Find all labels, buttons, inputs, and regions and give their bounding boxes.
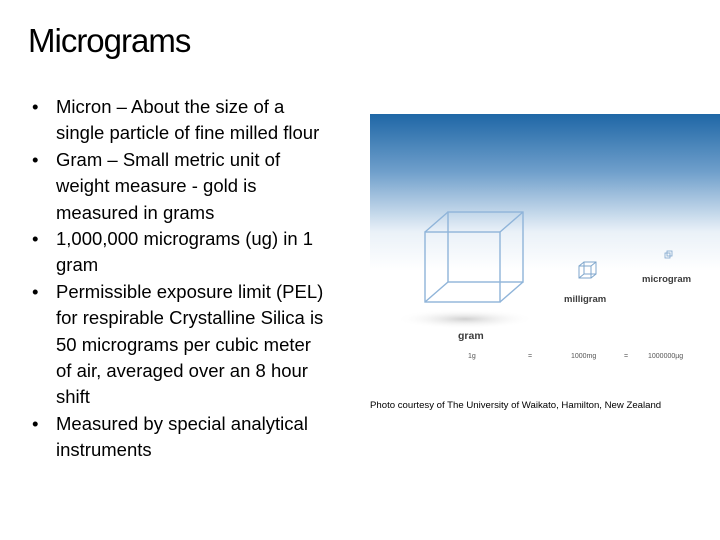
equation-equals-1: = [528,353,533,360]
bullet-micron: • Micron – About the size of a single particle of fine milled flour [32,94,330,147]
unit-comparison-figure [370,114,720,376]
equation-equals-2: = [624,353,629,360]
milligram-label: milligram [564,294,607,305]
slide-title: Micrograms [28,22,191,59]
cube-shadow [395,309,535,329]
bullet-micrograms-per-gram: • 1,000,000 micrograms (ug) in 1 gram [32,226,330,279]
microgram-label: microgram [642,274,692,285]
equation-microgram: 1000000µg [648,353,684,360]
bullet-gram: • Gram – Small metric unit of weight measure - gold is measured in grams [32,147,330,226]
bullet-pel: • Permissible exposure limit (PEL) for respirable Crystalline Silica is 50 micrograms per cubic meter of air, averaged over an 8 hour shift [32,279,330,411]
equation-gram: 1g [468,353,476,360]
sky-background [370,114,720,376]
equation-milligram: 1000mg [571,353,597,360]
bullet-list [32,94,330,464]
gram-label: gram [458,330,484,342]
cube-illustration [370,114,720,376]
bullet-measurement: • Measured by special analytical instruments [32,411,330,464]
photo-caption: Photo courtesy of The University of Waikato, Hamilton, New Zealand [370,400,662,411]
